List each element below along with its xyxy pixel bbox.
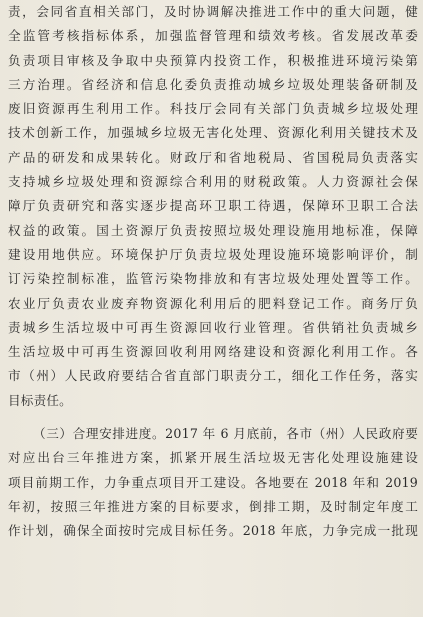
document-body <box>8 0 418 544</box>
paragraph-gap <box>8 413 418 422</box>
text-line: 三方治理。省经济和信息化委负责推动城乡垃圾处理装备研制及 <box>8 76 418 92</box>
text-line: 订污染控制标准，监管污染物排放和有害垃圾处理处置等工作。 <box>8 271 418 287</box>
text-line: 全监管考核指标体系，加强监督管理和绩效考核。省发展改革委 <box>8 28 418 44</box>
text-line: 权益的政策。国土资源厅负责按照垃圾处理设施用地标准，保障 <box>8 222 418 238</box>
paragraph-2 <box>8 422 418 543</box>
text-line: 负责项目审核及争取中央预算内投资工作，积极推进环境污染第 <box>8 52 418 68</box>
text-line: 生活垃圾中可再生资源回收利用网络建设和资源化利用工作。各 <box>8 344 418 360</box>
text-line: 责城乡生活垃圾中可再生资源回收行业管理。省供销社负责城乡 <box>8 319 418 335</box>
text-line: 支持城乡垃圾处理和资源综合利用的财税政策。人力资源社会保 <box>8 174 418 190</box>
text-line: 目标责任。 <box>8 392 72 408</box>
text-line: 对应出台三年推进方案，抓紧开展生活垃圾无害化处理设施建设 <box>8 450 418 466</box>
text-line: 产品的研发和成果转化。财政厅和省地税局、省国税局负责落实 <box>8 149 418 165</box>
text-line: 年初，按照三年推进方案的目标要求，倒排工期，及时制定年度工 <box>8 498 418 514</box>
text-line: 技术创新工作，加强城乡垃圾无害化处理、资源化利用关键技术及 <box>8 125 418 141</box>
text-line: 责，会同省直相关部门，及时协调解决推进工作中的重大问题，健 <box>8 4 418 19</box>
paragraph-1 <box>8 0 418 413</box>
text-line: 建设用地供应。环境保护厅负责垃圾处理设施环境影响评价，制 <box>8 246 418 262</box>
text-line: 作计划，确保全面按时完成目标任务。2018 年底，力争完成一批现 <box>8 523 418 539</box>
text-line: 农业厅负责农业废弃物资源化利用后的肥料登记工作。商务厅负 <box>8 295 418 311</box>
text-line: 障厅负责研究和落实逐步提高环卫职工待遇，保障环卫职工合法 <box>8 198 418 214</box>
section-heading-line: （三）合理安排进度。2017 年 6 月底前，各市（州）人民政府要 <box>33 426 418 442</box>
text-line: 项目前期工作，力争重点项目开工建设。各地要在 2018 年和 2019 <box>8 474 418 490</box>
text-line: 市（州）人民政府要结合省直部门职责分工，细化工作任务，落实 <box>8 368 418 384</box>
text-line: 废旧资源再生利用工作。科技厅会同有关部门负责城乡垃圾处理 <box>8 101 418 117</box>
